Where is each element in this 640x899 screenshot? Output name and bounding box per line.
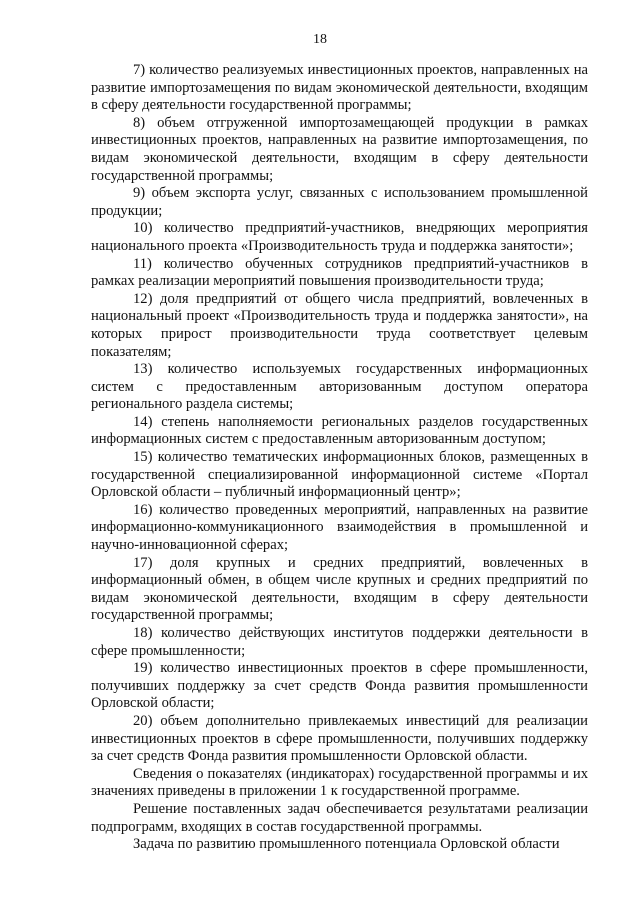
paragraph-item-13: 13) количество используемых государственных информационных систем с предоставленным авторизованным доступом оператора регионального раздела системы; — [91, 361, 588, 413]
paragraph-item-17: 17) доля крупных и средних предприятий, вовлеченных в информационный обмен, в общем числе крупных и средних предприятий по видам экономической деятельности, входящим в сферу деятельности государственной программы; — [91, 554, 588, 624]
paragraph-item-14: 14) степень наполняемости региональных разделов государственных информационных систем с предоставленным авторизованным доступом; — [91, 413, 588, 448]
paragraph-item-12: 12) доля предприятий от общего числа предприятий, вовлеченных в национальный проект «Производительность труда и поддержка занятости», на которых прирост производительности труда соответствует целевым показателям; — [91, 290, 588, 360]
paragraph-item-20: 20) объем дополнительно привлекаемых инвестиций для реализации инвестиционных проектов в сфере промышленности, получивших поддержку за счет средств Фонда развития промышленности Орловской области. — [91, 712, 588, 765]
paragraph-item-16: 16) количество проведенных мероприятий, направленных на развитие информационно-коммуникационного взаимодействия в промышленной и научно-инновационной сферах; — [91, 501, 588, 554]
paragraph-task-start: Задача по развитию промышленного потенциала Орловской области — [133, 836, 560, 853]
paragraph-item-15: 15) количество тематических информационных блоков, размещенных в государственной специализированной информационной системе «Портал Орловской области – публичный информационный центр»; — [91, 449, 588, 501]
page-number: 18 — [313, 32, 327, 47]
paragraph-item-11: 11) количество обученных сотрудников предприятий-участников в рамках реализации мероприятий повышения производительности труда; — [91, 255, 588, 290]
paragraph-item-19: 19) количество инвестиционных проектов в сфере промышленности, получивших поддержку за счет средств Фонда развития промышленности Орловской области; — [91, 660, 588, 712]
paragraph-indicators-info: Сведения о показателях (индикаторах) государственной программы и их значениях приведены в приложении 1 к государственной программе. — [91, 765, 588, 800]
paragraph-item-9: 9) объем экспорта услуг, связанных с использованием промышленной продукции; — [91, 185, 588, 219]
paragraph-subprograms: Решение поставленных задач обеспечивается результатами реализации подпрограмм, входящих в состав государственной программы. — [91, 800, 588, 835]
paragraph-item-10: 10) количество предприятий-участников, внедряющих мероприятия национального проекта «Производительность труда и поддержка занятости»; — [91, 220, 588, 254]
paragraph-item-7: 7) количество реализуемых инвестиционных проектов, направленных на развитие импортозамещения по видам экономической деятельности, входящим в сферу деятельности государственной программы; — [91, 62, 588, 114]
paragraph-item-8: 8) объем отгруженной импортозамещающей продукции в рамках инвестиционных проектов, направленных на развитие импортозамещения, по видам экономической деятельности, входящим в сферу деятельности государственной программы; — [91, 114, 588, 184]
paragraph-item-18: 18) количество действующих институтов поддержки деятельности в сфере промышленности; — [91, 625, 588, 659]
document-body — [91, 62, 588, 854]
